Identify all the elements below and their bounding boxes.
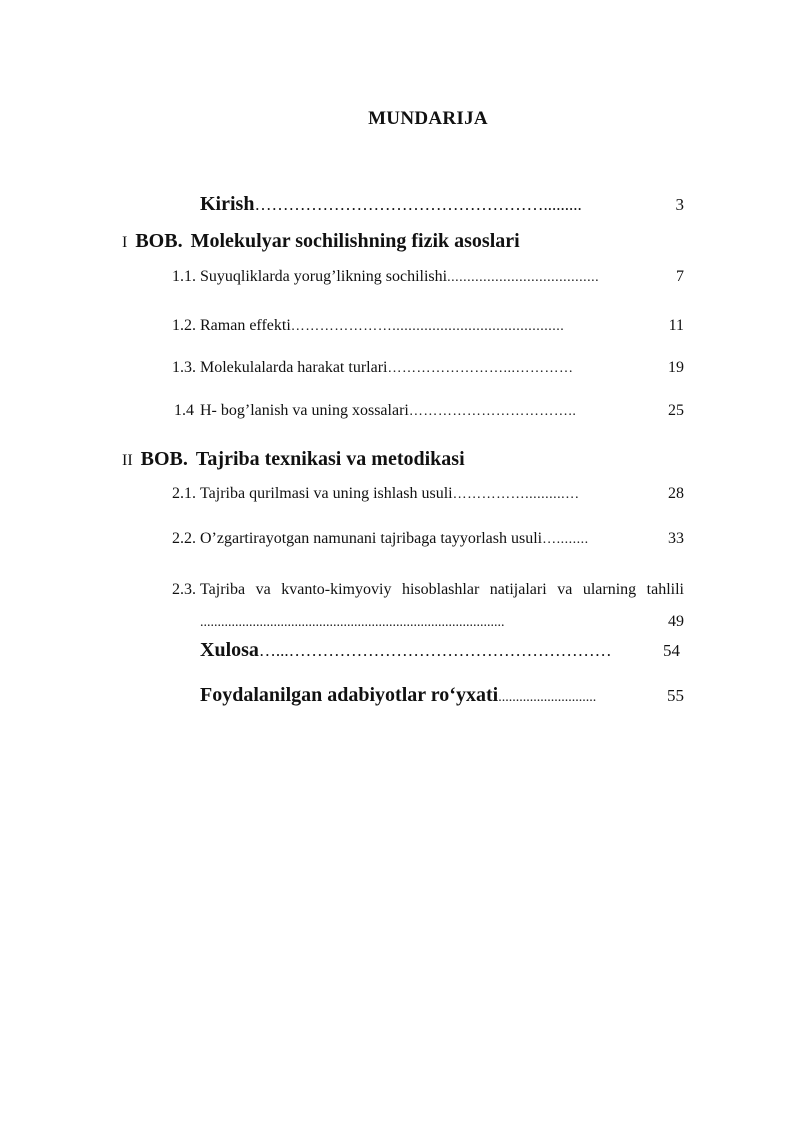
dot-leader: …………………………….. — [408, 404, 577, 419]
toc-entry-label: Foydalanilgan adabiyotlar ro‘yxati — [200, 684, 499, 706]
toc-entry-2-2[interactable] — [200, 530, 684, 548]
toc-entry-label: O’zgartirayotgan namunani tajribaga tayyorlash usuli — [200, 530, 543, 547]
toc-entry-1-1[interactable] — [200, 268, 684, 286]
section-number: 1.3. — [172, 359, 196, 376]
dot-leader: ……………………...………… — [387, 361, 574, 376]
section-number: 1.1. — [172, 268, 196, 285]
section-number: 1.2. — [172, 317, 196, 334]
page-number: 3 — [675, 195, 684, 214]
chapter-bob-label: BOB. — [140, 448, 188, 470]
toc-entry-conclusion[interactable] — [200, 639, 680, 662]
toc-entry-intro[interactable] — [200, 193, 684, 216]
chapter-title: Tajriba texnikasi va metodikasi — [195, 448, 465, 470]
chapter-bob-label: BOB. — [135, 230, 183, 252]
toc-entry-label: Xulosa — [200, 639, 259, 661]
toc-entry-references[interactable] — [200, 684, 684, 707]
dot-leader: ……………..........… — [452, 487, 580, 502]
chapter-roman-numeral: I — [122, 234, 128, 251]
toc-entry-continuation — [200, 606, 684, 639]
section-number: 2.1. — [172, 485, 196, 502]
section-number: 1.4 — [174, 402, 194, 419]
chapter-heading-1 — [122, 230, 520, 253]
dot-leader: ............................ — [498, 690, 597, 705]
dot-leader: …………………........................................... — [290, 319, 565, 334]
toc-entry-label: Kirish — [200, 193, 255, 215]
page-title: MUNDARIJA — [368, 108, 488, 129]
page-number: 25 — [668, 402, 684, 419]
dot-leader: ....................................................................................... — [200, 615, 505, 630]
dot-leader: ……………………………………………......... — [254, 195, 582, 214]
chapter-roman-numeral: II — [122, 452, 133, 469]
page-number: 54 — [663, 641, 680, 660]
dot-leader: …........ — [542, 532, 589, 547]
chapter-heading-2 — [122, 448, 465, 471]
chapter-title: Molekulyar sochilishning fizik asoslari — [190, 230, 520, 252]
toc-entry-label: Molekulalarda harakat turlari — [200, 359, 388, 376]
toc-entry-label: Suyuqliklarda yorug’likning sochilishi — [200, 268, 448, 285]
toc-entry-1-2[interactable] — [200, 317, 684, 335]
toc-entry-2-3[interactable] — [200, 574, 684, 639]
dot-leader: …...………………………………………………… — [258, 641, 612, 660]
page-number: 55 — [667, 686, 684, 705]
toc-entry-1-4[interactable] — [200, 402, 684, 420]
page-number: 28 — [668, 485, 684, 502]
toc-entry-label: Raman effekti — [200, 317, 291, 334]
page-number: 19 — [668, 359, 684, 376]
section-number: 2.2. — [172, 530, 196, 547]
toc-entry-2-1[interactable] — [200, 485, 684, 503]
page-number: 7 — [676, 268, 684, 285]
section-number: 2.3. — [172, 581, 196, 598]
toc-entry-1-3[interactable] — [200, 359, 684, 377]
toc-entry-label: Tajriba qurilmasi va uning ishlash usuli — [200, 485, 453, 502]
toc-entry-label: H- bog’lanish va uning xossalari — [200, 402, 409, 419]
page-number: 11 — [668, 317, 684, 334]
dot-leader: ...................................... — [447, 270, 600, 285]
page-number: 33 — [668, 530, 684, 547]
toc-entry-label: Tajriba va kvanto-kimyoviy hisoblashlar natijalari va ularning tahlili — [200, 581, 684, 598]
page-number: 49 — [668, 613, 684, 630]
